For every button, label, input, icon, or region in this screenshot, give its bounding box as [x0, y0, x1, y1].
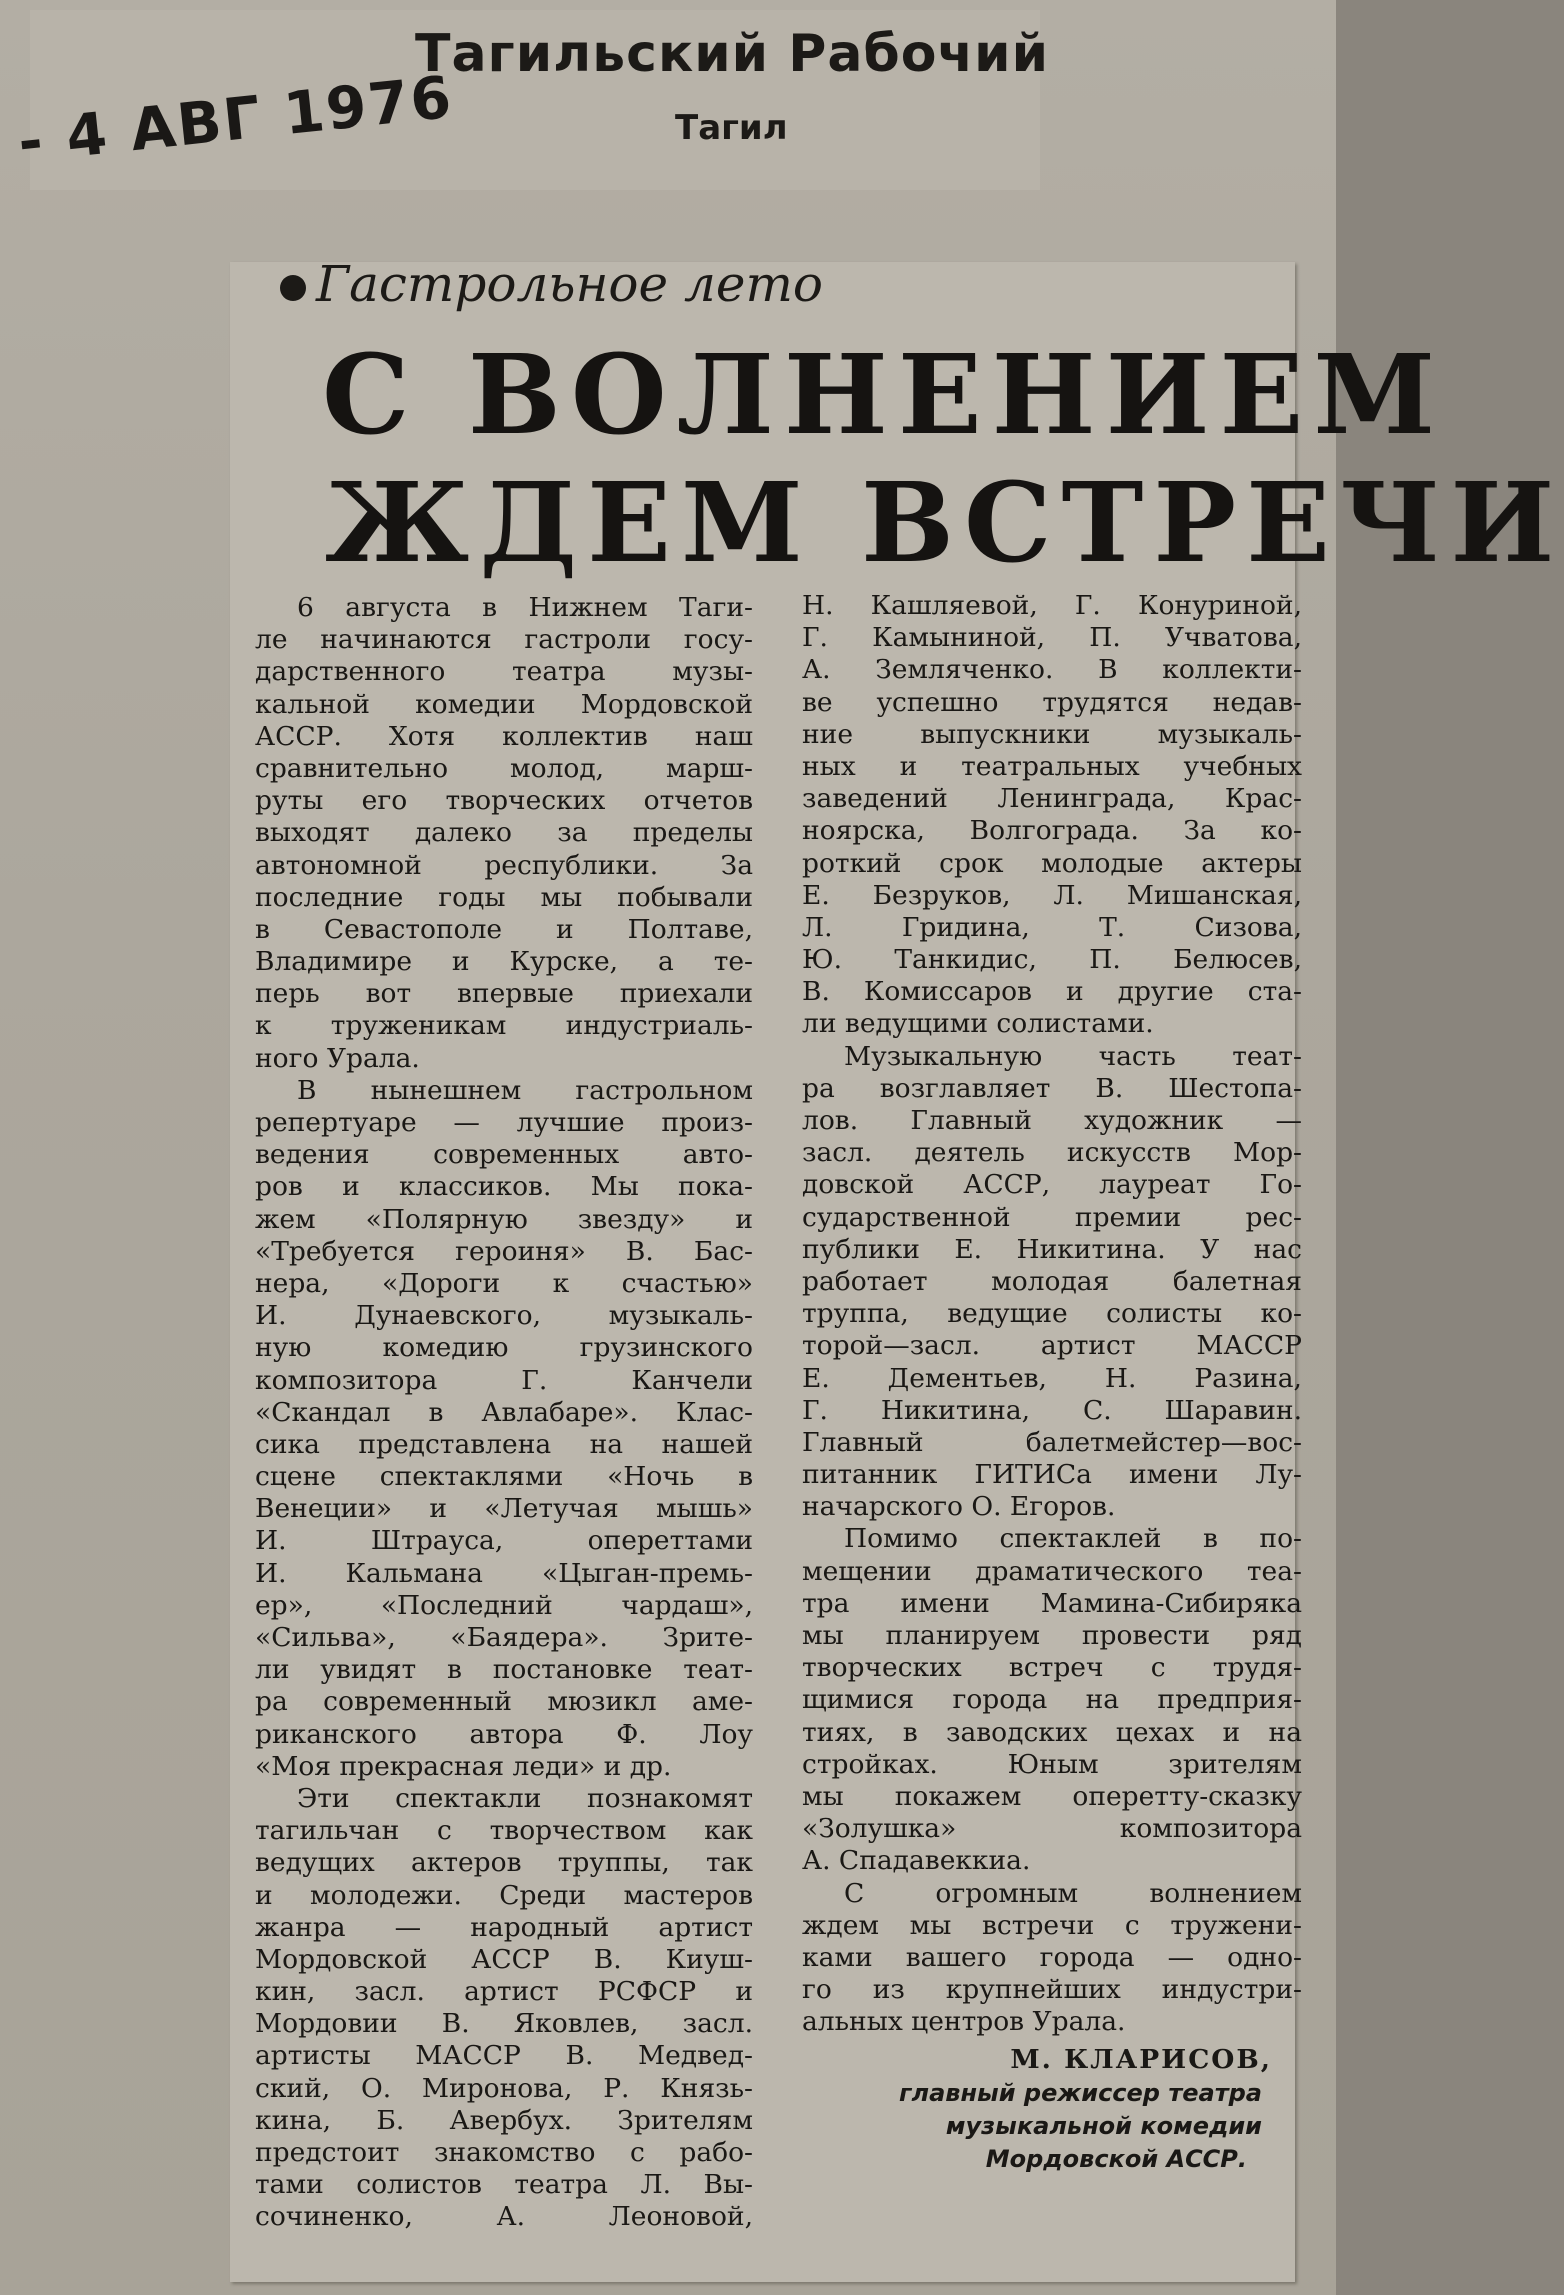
right-text-line: тиях, в заводских цехах и на: [802, 1716, 1302, 1748]
right-text-line: Л. Гридина, Т. Сизова,: [802, 911, 1302, 943]
author-role-2: музыкальной комедии: [945, 2111, 1262, 2140]
left-text-line: ли увидят в постановке теат-: [255, 1654, 753, 1686]
left-text-line: тагильчан с творчеством как: [255, 1815, 753, 1847]
right-text-line: публики Е. Никитина. У нас: [802, 1233, 1302, 1265]
date-stamp: - 4 АВГ 1976: [14, 62, 457, 177]
rubric: [280, 255, 823, 313]
right-text-line: В. Комиссаров и другие ста-: [802, 976, 1302, 1008]
headline-line-1: С ВОЛНЕНИЕМ: [322, 330, 1446, 459]
left-text-line: перь вот впервые приехали: [255, 978, 753, 1010]
bullet-icon: [280, 275, 306, 301]
right-text-line: С огромным волнением: [844, 1877, 1302, 1909]
left-text-line: Владимире и Курске, а те-: [255, 946, 753, 978]
left-text-line: выходят далеко за пределы: [255, 817, 753, 849]
left-text-line: последние годы мы побывали: [255, 881, 753, 913]
left-text-line: «Сильва», «Баядера». Зрите-: [255, 1622, 753, 1653]
left-text-line: жанра — народный артист: [255, 1911, 753, 1943]
left-text-line: ведущих актеров труппы, так: [255, 1847, 753, 1879]
left-text-line: «Скандал в Авлабаре». Клас-: [255, 1396, 753, 1428]
right-text-line: го из крупнейших индустри-: [802, 1974, 1302, 2006]
left-text-line: риканского автора Ф. Лоу: [255, 1718, 753, 1750]
left-text-line: кина, Б. Авербух. Зрителям: [255, 2104, 753, 2136]
right-text-line: А. Земляченко. В коллекти-: [802, 654, 1302, 686]
right-text-line: творческих встреч с трудя-: [802, 1652, 1302, 1684]
author-name: М. КЛАРИСОВ,: [1010, 2044, 1272, 2076]
right-text-line: Музыкальную часть теат-: [844, 1040, 1302, 1072]
left-text-line: ного Урала.: [255, 1042, 420, 1074]
left-text-line: Венеции» и «Летучая мышь»: [255, 1493, 753, 1525]
right-text-line: мы планируем провести ряд: [802, 1620, 1302, 1651]
left-text-line: нера, «Дороги к счастью»: [255, 1267, 753, 1299]
right-text-line: тра имени Мамина-Сибиряка: [802, 1587, 1302, 1619]
headline-line-2: ЖДЕМ ВСТРЕЧИ: [325, 458, 1564, 587]
left-text-line: Мордовской АССР В. Киуш-: [255, 1943, 753, 1975]
right-text-line: «Золушка» композитора: [802, 1813, 1302, 1845]
right-text-line: засл. деятель искусств Мор-: [802, 1137, 1302, 1169]
left-text-line: тами солистов театра Л. Вы-: [255, 2169, 753, 2201]
right-text-line: ве успешно трудятся недав-: [802, 686, 1302, 718]
right-text-line: стройках. Юным зрителям: [802, 1748, 1302, 1780]
left-text-line: кальной комедии Мордовской: [255, 688, 753, 720]
left-text-line: И. Штрауса, опереттами: [255, 1525, 753, 1557]
left-text-line: И. Кальмана «Цыган-премь-: [255, 1557, 753, 1589]
right-text-line: Е. Безруков, Л. Мишанская,: [802, 879, 1302, 911]
left-text-line: сочиненко, А. Леоновой,: [255, 2201, 753, 2233]
left-text-line: дарственного театра музы-: [255, 656, 753, 688]
left-text-line: ведения современных авто-: [255, 1139, 753, 1171]
left-text-line: предстоит знакомство с рабо-: [255, 2137, 753, 2168]
left-text-line: ра современный мюзикл аме-: [255, 1686, 753, 1718]
left-text-line: В нынешнем гастрольном: [297, 1074, 753, 1106]
left-text-line: сика представлена на нашей: [255, 1428, 753, 1460]
left-text-line: «Моя прекрасная леди» и др.: [255, 1750, 672, 1782]
right-text-line: Главный балетмейстер—вос-: [802, 1426, 1302, 1458]
left-text-line: и молодежи. Среди мастеров: [255, 1879, 753, 1911]
right-text-line: начарского О. Егоров.: [802, 1491, 1116, 1523]
left-text-line: в Севастополе и Полтаве,: [255, 913, 753, 945]
right-text-line: ли ведущими солистами.: [802, 1008, 1154, 1040]
right-text-line: А. Спадавеккиа.: [802, 1845, 1031, 1877]
left-text-line: ский, О. Миронова, Р. Князь-: [255, 2072, 753, 2104]
left-text-line: Эти спектакли познакомят: [297, 1782, 753, 1814]
left-text-line: сцене спектаклями «Ночь в: [255, 1461, 753, 1493]
right-text-line: мы покажем оперетту-сказку: [802, 1780, 1302, 1812]
right-text-line: мещении драматического теа-: [802, 1555, 1302, 1587]
left-text-line: к труженикам индустриаль-: [255, 1010, 753, 1042]
right-text-line: ных и театральных учебных: [802, 750, 1302, 782]
author-role-3: Мордовской АССР.: [985, 2144, 1247, 2173]
left-text-line: сравнительно молод, марш-: [255, 752, 753, 784]
left-text-line: артисты МАССР В. Медвед-: [255, 2040, 753, 2072]
left-text-line: композитора Г. Канчели: [255, 1364, 753, 1396]
left-text-line: руты его творческих отчетов: [255, 785, 753, 817]
left-text-line: ную комедию грузинского: [255, 1332, 753, 1364]
right-text-line: ками вашего города — одно-: [802, 1941, 1302, 1973]
left-text-line: АССР. Хотя коллектив наш: [255, 720, 753, 752]
right-text-line: питанник ГИТИСа имени Лу-: [802, 1459, 1302, 1491]
right-text-line: лов. Главный художник —: [802, 1105, 1302, 1136]
right-text-line: Г. Камыниной, П. Учватова,: [802, 622, 1302, 654]
right-text-line: Е. Дементьев, Н. Разина,: [802, 1362, 1302, 1394]
right-text-line: роткий срок молодые актеры: [802, 847, 1302, 879]
right-column-text: [802, 590, 1302, 2038]
right-text-line: довской АССР, лауреат Го-: [802, 1169, 1302, 1201]
right-text-line: ра возглавляет В. Шестопа-: [802, 1072, 1302, 1104]
right-text-line: щимися города на предприя-: [802, 1684, 1302, 1716]
rubric-text: Гастрольное лето: [316, 255, 823, 313]
article-column-right: [802, 590, 1302, 2176]
newspaper-city: Тагил: [675, 108, 788, 148]
right-text-line: Н. Кашляевой, Г. Конуриной,: [802, 590, 1302, 621]
left-text-line: жем «Полярную звезду» и: [255, 1203, 753, 1235]
right-text-line: труппа, ведущие солисты ко-: [802, 1298, 1302, 1330]
right-text-line: сударственной премии рес-: [802, 1201, 1302, 1233]
left-text-line: репертуаре — лучшие произ-: [255, 1107, 753, 1138]
right-text-line: Г. Никитина, С. Шаравин.: [802, 1394, 1302, 1426]
left-text-line: кин, засл. артист РСФСР и: [255, 1976, 753, 2008]
right-text-line: ноярска, Волгограда. За ко-: [802, 815, 1302, 847]
left-text-line: ер», «Последний чардаш»,: [255, 1589, 753, 1621]
left-text-line: ле начинаются гастроли госу-: [255, 624, 753, 656]
right-text-line: Ю. Танкидис, П. Белюсев,: [802, 944, 1302, 976]
right-text-line: работает молодая балетная: [802, 1265, 1302, 1297]
left-text-line: ров и классиков. Мы пока-: [255, 1171, 753, 1203]
newspaper-name: Тагильский Рабочий: [415, 24, 1050, 84]
right-text-line: ждем мы встречи с тружени-: [802, 1909, 1302, 1941]
left-text-line: «Требуется героиня» В. Бас-: [255, 1235, 753, 1267]
left-text-line: автономной республики. За: [255, 849, 753, 881]
article-column-left: [255, 592, 753, 2234]
right-text-line: торой—засл. артист МАССР: [802, 1330, 1302, 1362]
author-role-1: главный режиссер театра: [898, 2078, 1262, 2107]
left-text-line: 6 августа в Нижнем Таги-: [297, 592, 753, 623]
left-text-line: Мордовии В. Яковлев, засл.: [255, 2008, 753, 2040]
left-text-line: И. Дунаевского, музыкаль-: [255, 1300, 753, 1332]
right-text-line: ние выпускники музыкаль-: [802, 718, 1302, 750]
right-text-line: альных центров Урала.: [802, 2006, 1126, 2038]
right-text-line: заведений Ленинграда, Крас-: [802, 783, 1302, 815]
right-text-line: Помимо спектаклей в по-: [844, 1523, 1302, 1555]
